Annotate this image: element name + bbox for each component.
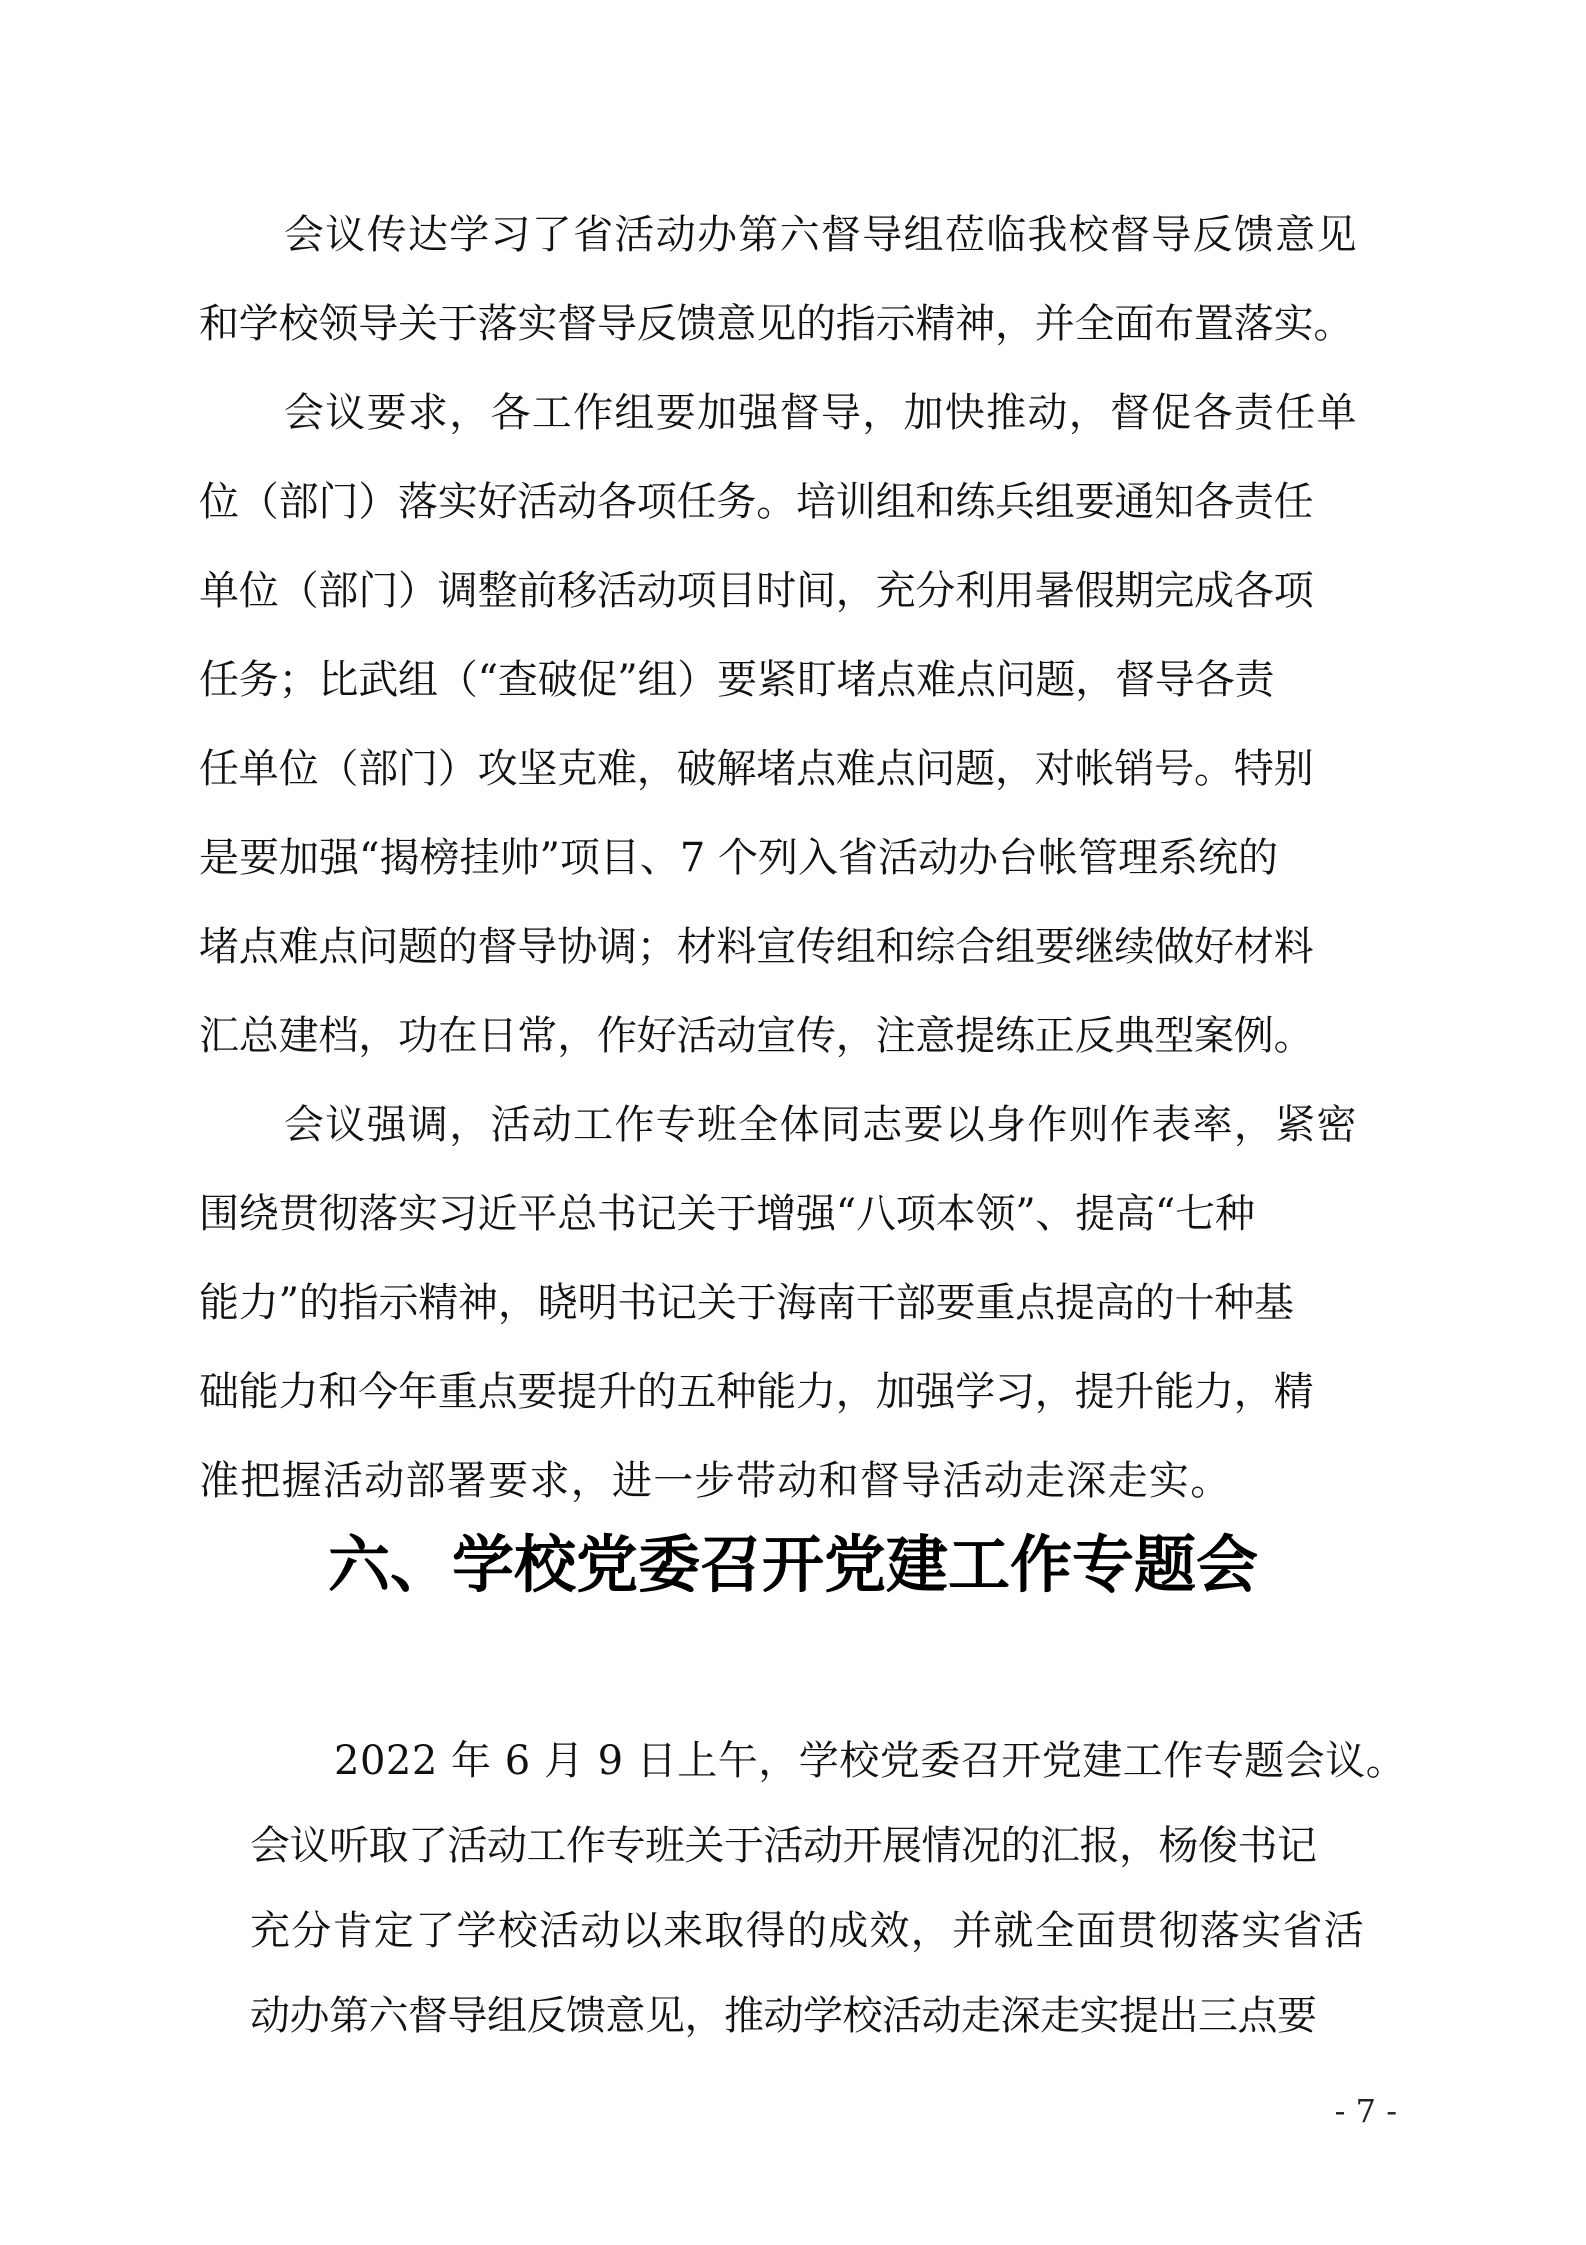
paragraph-2-line-2: 位（部门）落实好活动各项任务。培训组和练兵组要通知各责任	[199, 479, 1314, 525]
section-paragraph-line-4: 动办第六督导组反馈意见，推动学校活动走深走实提出三点要	[250, 1993, 1317, 2039]
paragraph-2-line-6: 是要加强“揭榜挂帅”项目、7 个列入省活动办台帐管理系统的	[199, 835, 1279, 881]
paragraph-3-line-4: 础能力和今年重点要提升的五种能力，加强学习，提升能力，精	[199, 1369, 1314, 1415]
paragraph-2-line-5: 任单位（部门）攻坚克难，破解堵点难点问题，对帐销号。特别	[199, 746, 1314, 792]
page-number: - 7 -	[1334, 2092, 1397, 2130]
section-paragraph-line-2: 会议听取了活动工作专班关于活动开展情况的汇报，杨俊书记	[250, 1823, 1317, 1869]
section-paragraph-line-1: 2022 年 6 月 9 日上午，学校党委召开党建工作专题会议。	[334, 1738, 1407, 1784]
paragraph-2-line-7: 堵点难点问题的督导协调；材料宣传组和综合组要继续做好材料	[199, 924, 1314, 970]
section-paragraph-line-3: 充分肯定了学校活动以来取得的成效，并就全面贯彻落实省活	[250, 1908, 1366, 1954]
paragraph-2-line-1: 会议要求，各工作组要加强督导，加快推动，督促各责任单	[284, 390, 1358, 436]
paragraph-3-line-1: 会议强调，活动工作专班全体同志要以身作则作表率，紧密	[284, 1102, 1358, 1148]
paragraph-3-line-2: 围绕贯彻落实习近平总书记关于增强“八项本领”、提高“七种	[199, 1191, 1255, 1237]
paragraph-3-line-3: 能力”的指示精神，晓明书记关于海南干部要重点提高的十种基	[199, 1280, 1294, 1326]
paragraph-2-line-4: 任务；比武组（“查破促”组）要紧盯堵点难点问题，督导各责	[199, 657, 1275, 703]
section-heading: 六、学校党委召开党建工作专题会	[327, 1528, 1258, 1601]
paragraph-3-line-5: 准把握活动部署要求，进一步带动和督导活动走深走实。	[199, 1458, 1232, 1504]
paragraph-2-line-3: 单位（部门）调整前移活动项目时间，充分利用暑假期完成各项	[199, 568, 1314, 614]
paragraph-1-line-1: 会议传达学习了省活动办第六督导组莅临我校督导反馈意见	[284, 212, 1358, 258]
paragraph-1-line-2: 和学校领导关于落实督导反馈意见的指示精神，并全面布置落实。	[199, 301, 1354, 347]
paragraph-2-line-8: 汇总建档，功在日常，作好活动宣传，注意提练正反典型案例。	[199, 1013, 1314, 1059]
